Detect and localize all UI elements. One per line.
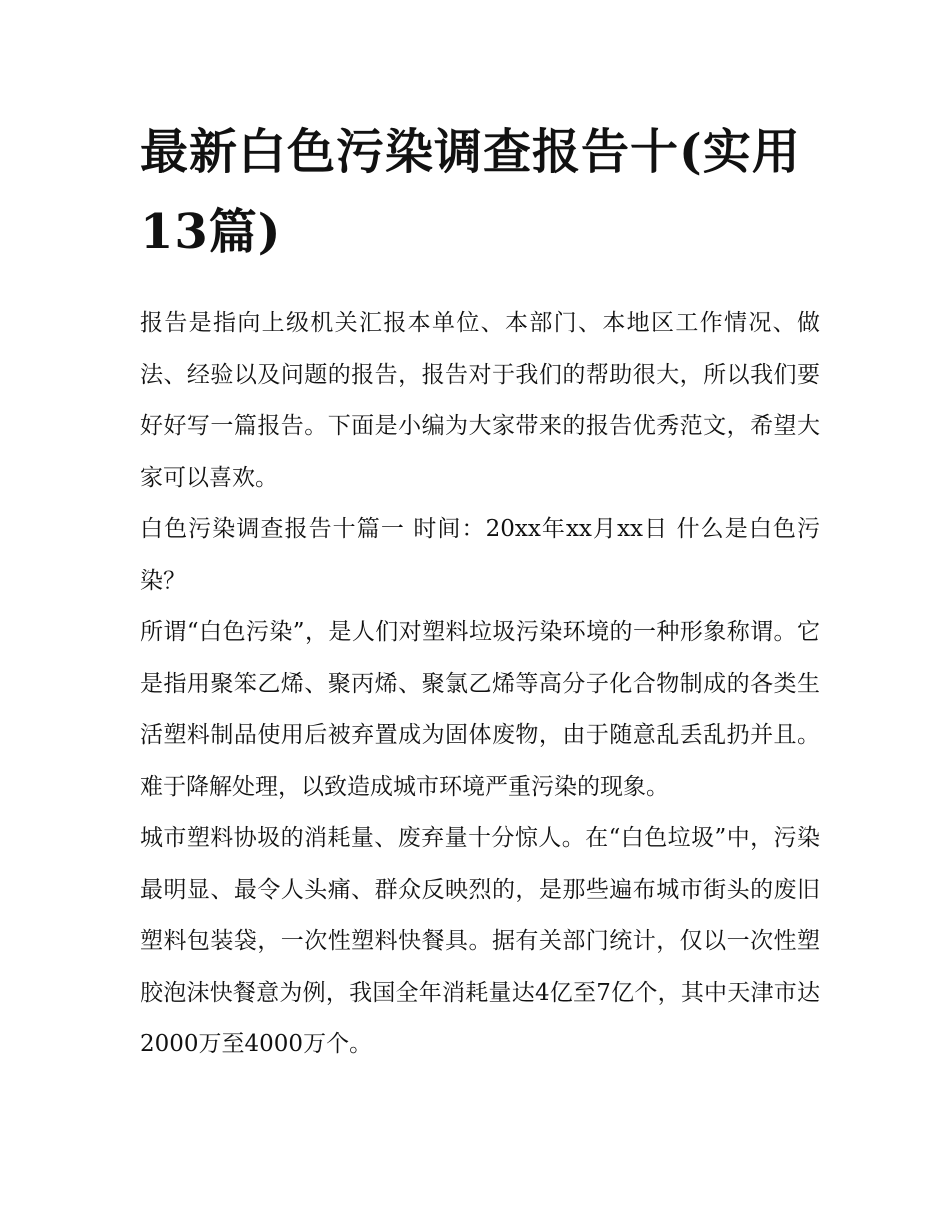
document-title: 最新白色污染调查报告十(实用13篇) xyxy=(140,124,801,260)
paragraph-section-heading: 白色污染调查报告十篇一 时间：20xx年xx月xx日 什么是白色污染？ xyxy=(140,516,820,594)
paragraph-definition: 所谓“白色污染”，是人们对塑料垃圾污染环境的一种形象称谓。它是指用聚笨乙烯、聚丙烯、聚氯乙烯等高分子化合物制成的各类生活塑料制品使用后被弃置成为固体废物，由于随意乱丢乱扔并且。难于降解处理，以致造成城市环境严重污染的现象。 xyxy=(140,619,820,800)
paragraph-intro: 报告是指向上级机关汇报本单位、本部门、本地区工作情况、做法、经验以及问题的报告，报告对于我们的帮助很大，所以我们要好好写一篇报告。下面是小编为大家带来的报告优秀范文，希望大家可以喜欢。 xyxy=(140,310,820,491)
paragraph-statistics: 城市塑料协圾的消耗量、废弃量十分惊人。在“白色垃圾”中，污染最明显、最令人头痛、群众反映烈的，是那些遍布城市街头的废旧塑料包装袋，一次性塑料快餐具。据有关部门统计，仅以一次性塑胶泡沫快餐意为例，我国全年消耗量达4亿至7亿个，其中天津市达2000万至4000万个。 xyxy=(140,825,820,1057)
document-body xyxy=(140,298,820,1071)
document-page xyxy=(140,112,820,1071)
